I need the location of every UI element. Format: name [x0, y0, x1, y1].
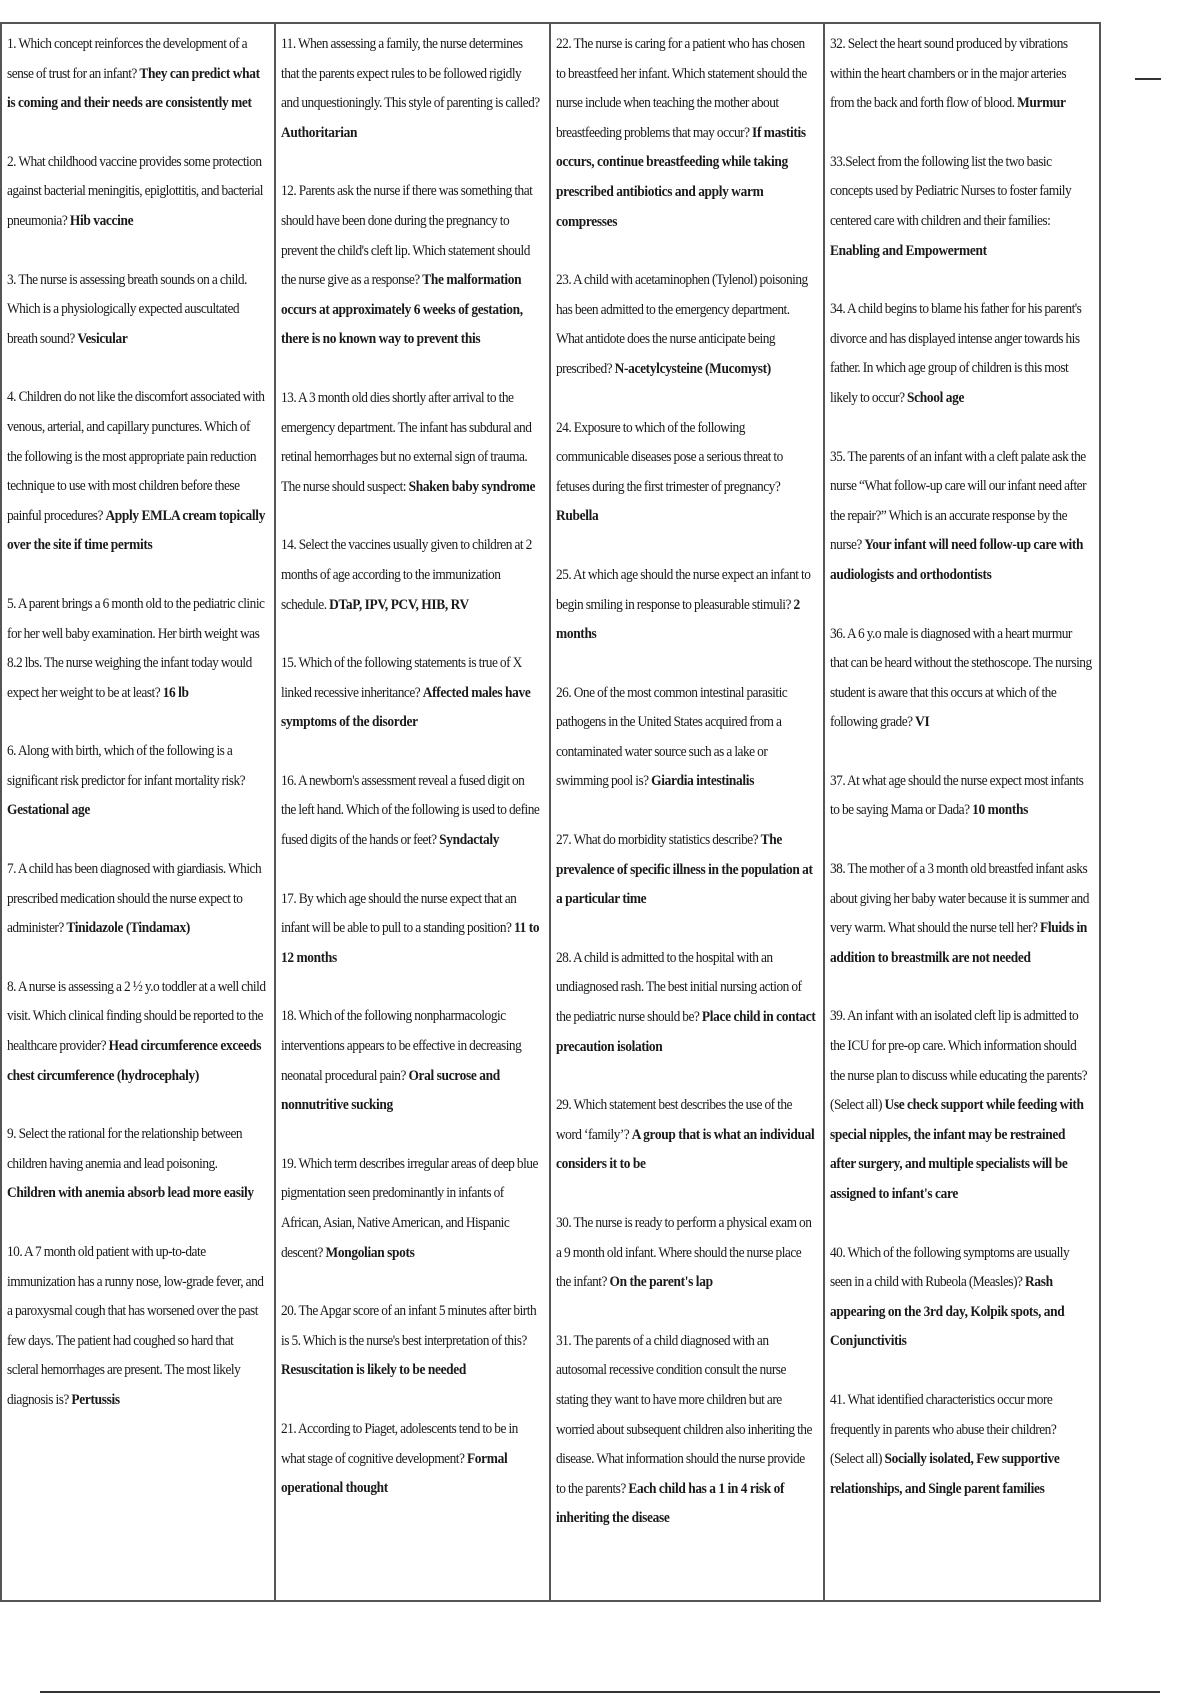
question-item: 37. At what age should the nurse expect most infants to be saying Mama or Dada? 10 months: [829, 772, 1084, 819]
question-item: 41. What identified characteristics occur more frequently in parents who abuse their children? (Select all) Socially isolated, Few supportive relationships, and Single parent families: [829, 1391, 1060, 1497]
question-item: 21. According to Piaget, adolescents tend to be in what stage of cognitive development? Formal operational thought: [281, 1420, 519, 1497]
question-item: 1. Which concept reinforces the development of a sense of trust for an infant? They can predict what is coming and their needs are consistently met: [7, 36, 260, 112]
question-item: 24. Exposure to which of the following communicable diseases pose a serious threat to fetuses during the first trimester of pregnancy? Rubella: [555, 419, 783, 525]
question-item: 34. A child begins to blame his father for his parent's divorce and has displayed intense anger towards his father. In which age group of children is this most likely to occur? School age: [829, 301, 1082, 406]
question-item: 2. What childhood vaccine provides some protection against bacterial meningitis, epiglottitis, and bacterial pneumonia? Hib vaccine: [7, 153, 263, 229]
question-item: 30. The nurse is ready to perform a physical exam on a 9 month old infant. Where should the nurse place the infant? On the parent's lap: [555, 1215, 811, 1291]
question-item: 26. One of the most common intestinal parasitic pathogens in the United States acquired from a contaminated water source such as a lake or swimming pool is? Giardia intestinalis: [555, 684, 787, 790]
question-item: 10. A 7 month old patient with up-to-date immunization has a runny nose, low-grade fever, and a paroxysmal cough that has worsened over the past few days. The patient had coughed so hard that scleral hemorrhages are present. The most likely diagnosis is? Pertussis: [7, 1244, 264, 1408]
question-item: 6. Along with birth, which of the following is a significant risk predictor for infant mortality risk? Gestational age: [7, 743, 246, 819]
column-3: [551, 24, 825, 1600]
question-item: 36. A 6 y.o male is diagnosed with a heart murmur that can be heard without the stethoscope. The nursing student is aware that this occurs at which of the following grade? VI: [829, 625, 1092, 731]
question-item: 5. A parent brings a 6 month old to the pediatric clinic for her well baby examination. Her birth weight was 8.2 lbs. The nurse weighing the infant today would expect her weight to be at least? 16 lb: [7, 595, 265, 701]
question-item: 9. Select the rational for the relationship between children having anemia and lead poisoning. Children with anemia absorb lead more easily: [7, 1126, 254, 1202]
question-item: 32. Select the heart sound produced by vibrations within the heart chambers or in the major arteries from the back and forth flow of blood. Murmur: [829, 36, 1068, 112]
question-item: 7. A child has been diagnosed with giardiasis. Which prescribed medication should the nurse expect to administer? Tinidazole (Tindamax): [7, 861, 262, 937]
qa-table: [0, 22, 1101, 1602]
question-item: 20. The Apgar score of an infant 5 minutes after birth is 5. Which is the nurse's best interpretation of this? Resuscitation is likely to be needed: [281, 1303, 537, 1379]
question-item: 29. Which statement best describes the use of the word ‘family’? A group that is what an individual considers it to be: [555, 1097, 814, 1173]
question-item: 25. At which age should the nurse expect an infant to begin smiling in response to pleasurable stimuli? 2 months: [555, 566, 810, 643]
question-item: 39. An infant with an isolated cleft lip is admitted to the ICU for pre-op care. Which information should the nurse plan to discuss while educating the parents?(Select all) Use check support while feeding with special nipples, the infant may be restrained after surgery, and multiple specialists will be assigned to infant's care: [829, 1008, 1087, 1202]
question-item: 12. Parents ask the nurse if there was something that should have been done during the pregnancy to prevent the child's cleft lip. Which statement should the nurse give as a response? The malformation occurs at approximately 6 weeks of gestation, there is no known way to prevent this: [281, 183, 533, 348]
question-item: 33.Select from the following list the two basic concepts used by Pediatric Nurses to foster family centered care with children and their families: Enabling and Empowerment: [829, 153, 1071, 259]
question-item: 16. A newborn's assessment reveal a fused digit on the left hand. Which of the following is used to define fused digits of the hands or feet? Syndactaly: [281, 772, 540, 849]
question-item: 31. The parents of a child diagnosed with an autosomal recessive condition consult the nurse stating they want to have more children but are worried about subsequent children also inheriting the disease. What information should the nurse provide to the parents? Each child has a 1 in 4 risk of inheriting the disease: [555, 1332, 812, 1527]
question-item: 22. The nurse is caring for a patient who has chosen to breastfeed her infant. Which statement should the nurse include when teaching the mother about breastfeeding problems that may occur? If mastitis occurs, continue breastfeeding while taking prescribed antibiotics and apply warm compresses: [555, 36, 807, 230]
question-item: 38. The mother of a 3 month old breastfed infant asks about giving her baby water because it is summer and very warm. What should the nurse tell her? Fluids in addition to breastmilk are not needed: [829, 861, 1089, 966]
question-item: 14. Select the vaccines usually given to children at 2 months of age according to the immunization schedule. DTaP, IPV, PCV, HIB, RV: [281, 537, 533, 613]
margin-dash: [1135, 78, 1161, 80]
question-item: 13. A 3 month old dies shortly after arrival to the emergency department. The infant has subdural and retinal hemorrhages but no external sign of trauma. The nurse should suspect: Shaken baby syndrome: [281, 389, 536, 495]
question-item: 4. Children do not like the discomfort associated with venous, arterial, and capillary punctures. Which of the following is the most appropriate pain reduction technique to use with most children before these painful procedures? Apply EMLA cream topically over the site if time permits: [7, 389, 266, 554]
column-4: [825, 24, 1099, 1600]
question-item: 17. By which age should the nurse expect that an infant will be able to pull to a standing position? 11 to 12 months: [281, 890, 540, 966]
question-item: 27. What do morbidity statistics describe? The prevalence of specific illness in the population at a particular time: [555, 832, 813, 908]
question-item: 28. A child is admitted to the hospital with an undiagnosed rash. The best initial nursing action of the pediatric nurse should be? Place child in contact precaution isolation: [555, 949, 815, 1055]
column-1: [2, 24, 276, 1600]
question-item: 35. The parents of an infant with a cleft palate ask the nurse “What follow-up care will our infant need after the repair?” Which is an accurate response by the nurse? Your infant will need follow-up care with audiologists and orthodontists: [829, 448, 1086, 583]
question-item: 8. A nurse is assessing a 2 ½ y.o toddler at a well child visit. Which clinical finding should be reported to the healthcare provider? Head circumference exceeds chest circumference (hydrocephaly): [7, 978, 266, 1084]
question-item: 40. Which of the following symptoms are usually seen in a child with Rubeola (Measles)? Rash appearing on the 3rd day, Kolpik spots, and Conjunctivitis: [829, 1244, 1069, 1350]
question-item: 11. When assessing a family, the nurse determines that the parents expect rules to be followed rigidly and unquestioningly. This style of parenting is called? Authoritarian: [281, 36, 540, 141]
bottom-rule: [40, 1691, 1160, 1693]
question-item: 18. Which of the following nonpharmacologic interventions appears to be effective in decreasing neonatal procedural pain? Oral sucrose and nonnutritive sucking: [281, 1008, 522, 1114]
question-item: 19. Which term describes irregular areas of deep blue pigmentation seen predominantly in infants of African, Asian, Native American, and Hispanic descent? Mongolian spots: [281, 1155, 539, 1261]
question-item: 15. Which of the following statements is true of X linked recessive inheritance? Affected males have symptoms of the disorder: [281, 655, 531, 731]
question-item: 23. A child with acetaminophen (Tylenol) poisoning has been admitted to the emergency department. What antidote does the nurse anticipate being prescribed? N-acetylcysteine (Mucomyst): [555, 272, 808, 377]
question-item: 3. The nurse is assessing breath sounds on a child. Which is a physiologically expected auscultated breath sound? Vesicular: [7, 271, 247, 347]
column-2: [276, 24, 550, 1600]
